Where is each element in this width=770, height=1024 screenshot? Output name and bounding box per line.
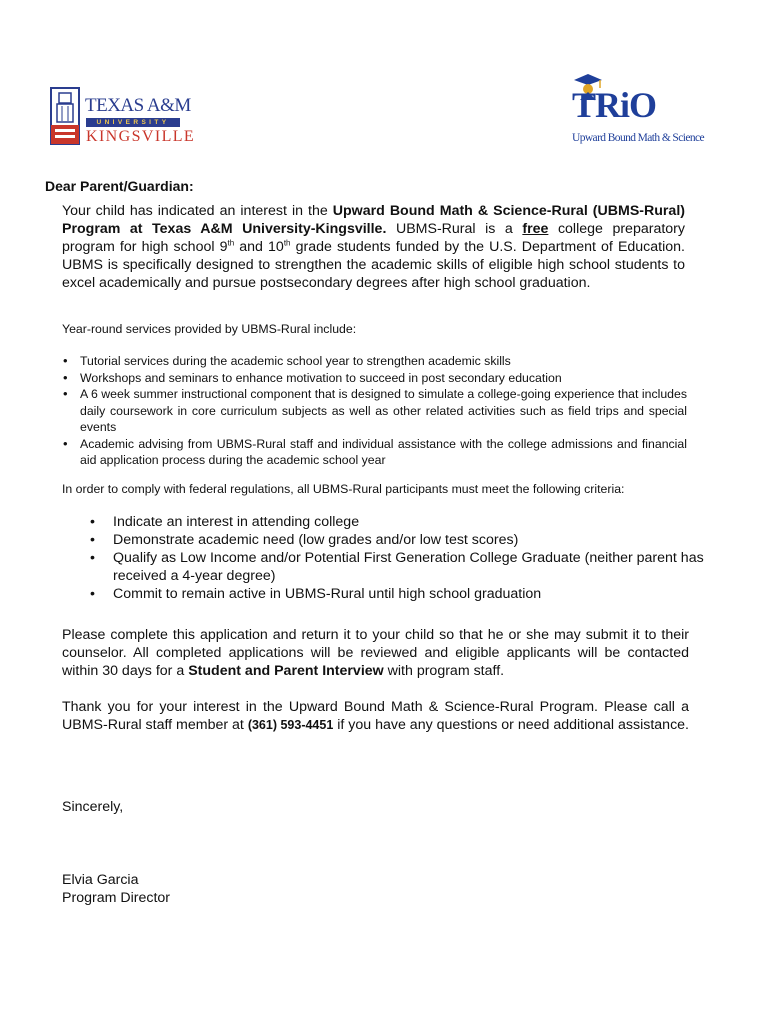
list-item: • A 6 week summer instructional component that is designed to simulate a college-going experience that includes daily coursework in core curriculum subjects as well as other related activities such as field trips and special events bbox=[62, 386, 687, 436]
services-list bbox=[62, 353, 687, 469]
signer-name: Elvia Garcia bbox=[62, 872, 139, 888]
criteria-list bbox=[88, 513, 718, 603]
program-name: Upward Bound Math & Science-Rural (UBMS-Rural) Program at Texas A&M University-Kingsville. bbox=[62, 203, 685, 237]
list-item: • Commit to remain active in UBMS-Rural until high school graduation bbox=[88, 585, 718, 603]
list-item: • Workshops and seminars to enhance motivation to succeed in post secondary education bbox=[62, 370, 687, 387]
list-item: • Indicate an interest in attending college bbox=[88, 513, 718, 531]
criteria-intro: In order to comply with federal regulations, all UBMS-Rural participants must meet the following criteria: bbox=[62, 482, 625, 496]
free-emphasis: free bbox=[522, 221, 549, 237]
signature-block bbox=[62, 871, 170, 907]
salutation: Dear Parent/Guardian: bbox=[45, 178, 194, 194]
list-item: • Tutorial services during the academic school year to strengthen academic skills bbox=[62, 353, 687, 370]
thanks-paragraph: Thank you for your interest in the Upward Bound Math & Science-Rural Program. Please call a UBMS-Rural staff member at (361) 593-4451 if you have any questions or need additional assistance. bbox=[62, 699, 690, 733]
signer-title: Program Director bbox=[62, 890, 171, 906]
interview-emphasis: Student and Parent Interview bbox=[188, 663, 384, 679]
tamuk-logo-bar: UNIVERSITY bbox=[86, 118, 180, 127]
trio-logo-subtitle: Upward Bound Math & Science bbox=[572, 132, 704, 144]
trio-logo-word: TRiO bbox=[572, 85, 657, 125]
list-item: • Demonstrate academic need (low grades and/or low test scores) bbox=[88, 531, 718, 549]
tamuk-logo bbox=[50, 85, 196, 147]
closing: Sincerely, bbox=[62, 799, 124, 815]
application-paragraph: Please complete this application and return it to your child so that he or she may submit it to their counselor. All completed applications will be reviewed and eligible applicants will be contacted within 30 days for a Student and Parent Interview with program staff. bbox=[62, 627, 689, 679]
list-item: • Qualify as Low Income and/or Potential First Generation College Graduate (neither parent has received a 4-year degree) bbox=[88, 549, 718, 585]
tamuk-crest-icon bbox=[50, 87, 80, 145]
tamuk-logo-line2: KINGSVILLE bbox=[86, 128, 196, 145]
intro-paragraph: Your child has indicated an interest in the Upward Bound Math & Science-Rural (UBMS-Rural) Program at Texas A&M University-Kingsville. UBMS-Rural is a free college preparatory program for high school 9th and 10th grade students funded by the U.S. Department of Education. UBMS is specifically designed to strengthen the academic skills of eligible high school students to excel academically and pursue postsecondary degrees after high school graduation. bbox=[62, 203, 685, 291]
tamuk-logo-line1: TEXAS A&M bbox=[85, 95, 191, 116]
trio-logo bbox=[572, 70, 704, 152]
services-intro: Year-round services provided by UBMS-Rural include: bbox=[62, 322, 357, 336]
phone-number: (361) 593-4451 bbox=[247, 718, 334, 732]
list-item: • Academic advising from UBMS-Rural staff and individual assistance with the college admissions and financial aid application process during the academic school year bbox=[62, 436, 687, 469]
